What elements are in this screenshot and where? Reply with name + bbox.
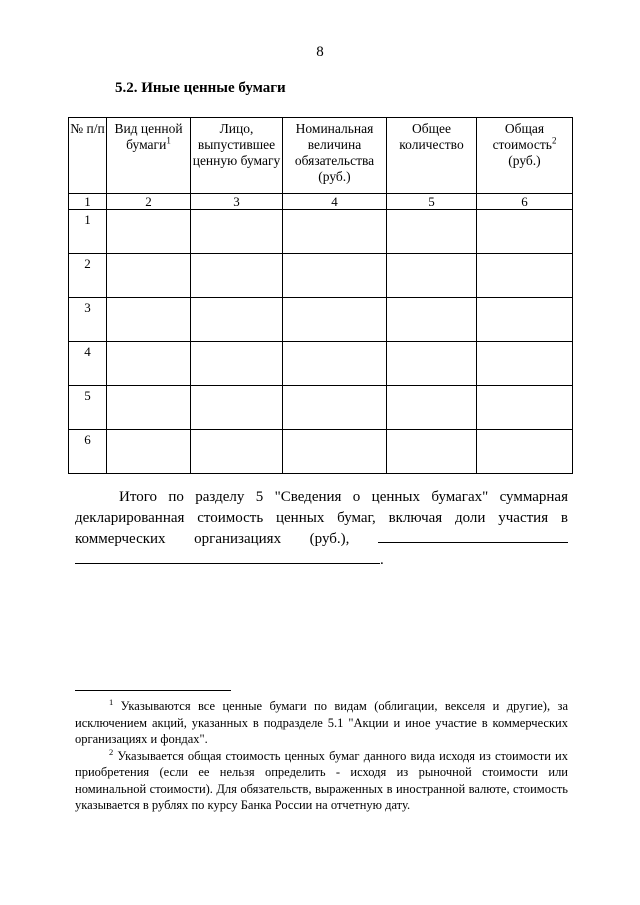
column-number: 4 <box>283 194 387 210</box>
table-row <box>69 386 573 430</box>
footnote-divider <box>75 690 231 691</box>
table-cell[interactable] <box>477 210 573 254</box>
page-number: 8 <box>316 44 324 60</box>
table-cell[interactable] <box>191 254 283 298</box>
table-cell[interactable] <box>477 298 573 342</box>
table-cell[interactable] <box>107 386 191 430</box>
summary-end: . <box>380 552 384 568</box>
table-cell[interactable] <box>387 430 477 474</box>
row-number: 1 <box>69 210 107 254</box>
table-cell[interactable] <box>107 210 191 254</box>
securities-table <box>68 117 573 474</box>
table-cell[interactable] <box>387 210 477 254</box>
table-cell[interactable] <box>107 430 191 474</box>
footnote-text: Указываются все ценные бумаги по видам (облигации, векселя и другие), за исключением акций, указанных в подразделе 5.1 "Акции и иное участие в коммерческих организациях и фондах". <box>75 699 568 746</box>
column-number-row <box>69 194 573 210</box>
table-row <box>69 430 573 474</box>
summary-paragraph <box>75 487 568 571</box>
table-row <box>69 254 573 298</box>
row-number: 5 <box>69 386 107 430</box>
column-number: 2 <box>107 194 191 210</box>
table-row <box>69 342 573 386</box>
header-security-type: Вид ценной бумаги$^1$ <box>107 118 191 194</box>
column-number: 1 <box>69 194 107 210</box>
table-cell[interactable] <box>283 210 387 254</box>
footnote <box>75 698 568 748</box>
row-number: 6 <box>69 430 107 474</box>
table-cell[interactable] <box>191 298 283 342</box>
footnotes <box>75 698 568 814</box>
row-number: 3 <box>69 298 107 342</box>
table-row <box>69 210 573 254</box>
table-row <box>69 298 573 342</box>
footnote <box>75 748 568 814</box>
table-cell[interactable] <box>191 342 283 386</box>
table-cell[interactable] <box>387 298 477 342</box>
table-cell[interactable] <box>107 298 191 342</box>
table-cell[interactable] <box>387 254 477 298</box>
table-cell[interactable] <box>107 342 191 386</box>
table-cell[interactable] <box>283 254 387 298</box>
table-cell[interactable] <box>283 430 387 474</box>
table-cell[interactable] <box>283 298 387 342</box>
footnote-mark: 2 <box>109 746 114 757</box>
footnote-ref: 2 <box>551 135 557 146</box>
table-header-row <box>69 118 573 194</box>
table-cell[interactable] <box>387 342 477 386</box>
column-number: 6 <box>477 194 573 210</box>
row-number: 4 <box>69 342 107 386</box>
column-number: 3 <box>191 194 283 210</box>
table-cell[interactable] <box>477 430 573 474</box>
summary-text: Итого по разделу 5 "Сведения о ценных бумагах" суммарная декларированная стоимость ценных бумаг, включая доли участия в коммерческих организациях (руб.), <box>75 489 568 547</box>
section-title: 5.2. Иные ценные бумаги <box>115 80 286 96</box>
table-cell[interactable] <box>283 386 387 430</box>
header-total-cost: Общая стоимость$^2$ (руб.) <box>477 118 573 194</box>
column-number: 5 <box>387 194 477 210</box>
header-number: № п/п <box>69 118 107 194</box>
table-cell[interactable] <box>477 254 573 298</box>
footnote-text: Указывается общая стоимость ценных бумаг данного вида исходя из стоимости их приобретения (если ее нельзя определить - исходя из рыночной стоимости или номинальной стоимости). Для обязательств, выраженных в иностранной валюте, стоимость указывается в рублях по курсу Банка России на отчетную дату. <box>75 748 568 812</box>
summary-blank-line[interactable] <box>75 551 380 564</box>
row-number: 2 <box>69 254 107 298</box>
header-issuer: Лицо, выпустившее ценную бумагу <box>191 118 283 194</box>
table-cell[interactable] <box>477 386 573 430</box>
table-cell[interactable] <box>387 386 477 430</box>
footnote-mark: 1 <box>109 696 114 707</box>
table-cell[interactable] <box>191 210 283 254</box>
table-cell[interactable] <box>283 342 387 386</box>
header-nominal-value: Номинальная величина обязательства (руб.) <box>283 118 387 194</box>
summary-blank-line[interactable] <box>378 530 568 543</box>
table-cell[interactable] <box>191 386 283 430</box>
footnote-ref: 1 <box>166 135 171 146</box>
table-cell[interactable] <box>191 430 283 474</box>
table-cell[interactable] <box>107 254 191 298</box>
table-cell[interactable] <box>477 342 573 386</box>
header-total-quantity: Общее количество <box>387 118 477 194</box>
